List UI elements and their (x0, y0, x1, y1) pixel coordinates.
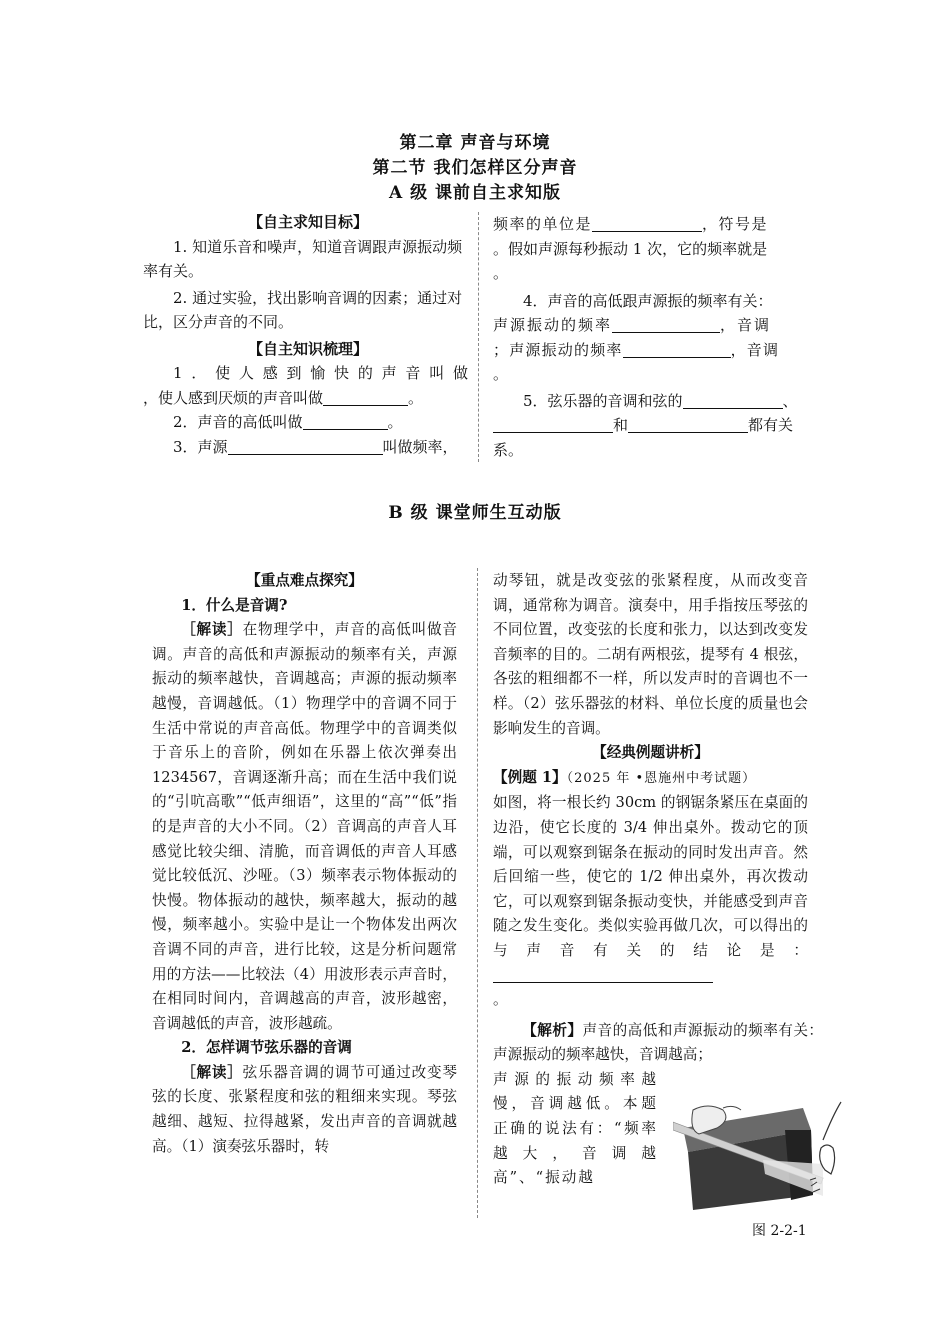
chapter-title: 第二章 声音与环境 (399, 133, 551, 153)
example-1-source: （2025 年 •恩施州中考试题） (566, 770, 757, 786)
analysis-text-1: 声音的高低和声源振动的频率有关：声源振动的频率越快，音调越高； (493, 1021, 823, 1064)
goal-1: 1. 知道乐音和噪声，知道音调跟声源振动频率有关。 (143, 237, 463, 280)
section-title: 第二节 我们怎样区分声音 (372, 158, 578, 178)
review-item-4-l2-end: ，音调 (730, 340, 780, 359)
key-points-heading: 【重点难点探究】 (246, 572, 363, 589)
blank-freq-low[interactable] (623, 340, 731, 358)
goals-heading: 【自主求知目标】 (247, 213, 368, 231)
column-divider-b (477, 568, 478, 1218)
blank-string-3[interactable] (628, 415, 748, 433)
freq-unit-line (493, 212, 808, 237)
column-a-right (493, 212, 808, 462)
blank-frequency-def[interactable] (228, 437, 383, 455)
review-item-4: 4．声音的高低跟声源振的频率有关： (523, 291, 773, 310)
review-item-2-end: 。 (387, 413, 403, 431)
freq-unit-text: 频率的单位是 (493, 215, 593, 233)
example-1-end: 。 (493, 991, 508, 1009)
answer-1 (152, 618, 457, 1036)
example-1-text: 如图，将一根长约 30cm 的钢锯条紧压在桌面的边沿，使它长度的 3/4 伸出桌外。拨动它的顶端，可以观察到锯条在振动的同时发出声音。然后回缩一些，使它的 1/2 伸出桌外，再次拨动它，可以观察到锯条振动变快，并能感受到声音随之发生变化。类似实验再做几次，可以得出的与声音有关的结论是： (493, 794, 808, 959)
blank-example-answer[interactable] (493, 965, 713, 983)
review-item-2 (143, 410, 473, 435)
figure-caption: 图 2-2-1 (752, 1223, 807, 1239)
freq-example-line: 。假如声源每秒振动 1 次，它的频率就是 (493, 239, 768, 258)
answer-2-text: 弦乐器音调的调节可通过改变琴弦的长度、张紧程度和弦的粗细来实现。琴弦越细、越短、拉得越紧，发出声音的音调就越高。（1）演奏弦乐器时，转 (152, 1063, 457, 1155)
review-item-4-l1-text: 声源振动的频率 (493, 316, 613, 334)
jiedu-label-1: ［解读］ (181, 621, 243, 639)
review-item-1b-text: ，使人感到厌烦的声音叫做 (143, 388, 324, 407)
review-item-3-text: 3．声源 (173, 437, 228, 456)
review-item-4-line1 (493, 313, 808, 338)
review-item-3 (143, 435, 473, 460)
answer-2-continued: 动琴钮，就是改变弦的张紧程度，从而改变音调，通常称为调音。演奏中，用手指按压琴弦的不同位置，改变弦的长度和张力，以达到改变发音频率的目的。二胡有两根弦，提琴有 4 根弦，各弦的粗细都不一样，所以发声时的音调也不一样。（2）弦乐器弦的材料、单位长度的质量也会影响发生的音调。 (493, 572, 808, 737)
freq-example-end: 。 (493, 264, 509, 282)
review-item-4-end: 。 (493, 365, 509, 383)
column-b-left (152, 569, 457, 1159)
analysis-1 (493, 1019, 823, 1068)
analysis-2: 声源的振动频率越慢，音调越低。本题正确的说法有：“频率越大，音调越高”、“振动越 (493, 1070, 658, 1187)
answer-1-text: 在物理学中，声音的高低叫做音调。声音的高低和声源振动的频率有关，声源振动的频率越快，音调越高；声源的振动频率越慢，音调越低。（1）物理学中的音调不同于生活中常说的声音高低。物理学中的音调类似于音乐上的音阶，例如在乐器上依次弹奏出 1234567，音调逐渐升高；而在生活中我们说的“引吭高歌”“低声细语”，这里的“高”“低”指的是声音的大小不同。（2）音调高的声音人耳感觉比较尖细、清脆，而音调低的声音人耳感觉比较低沉、沙哑。（3）频率表示物体振动的快慢。物体振动的越快，频率越大，振动的越慢，频率越小。实验中是让一个物体发出两次音调不同的声音，进行比较，这是分析问题常用的方法——比较法（4）用波形表示声音时，在相同时间内，音调越高的声音，波形越密，音调越低的声音，波形越疏。 (152, 621, 457, 1032)
blank-freq-high[interactable] (612, 315, 720, 333)
review-item-3-end: 叫做频率， (382, 437, 458, 456)
review-item-5-text: 5．弦乐器的音调和弦的 (523, 391, 683, 410)
example-1-label: 【例题 1】 (493, 768, 567, 786)
freq-symbol-text: ，符号是 (702, 215, 769, 233)
review-item-1b (143, 386, 473, 411)
review-item-5-line2 (493, 413, 808, 438)
column-divider-a (478, 212, 479, 462)
blank-string-2[interactable] (493, 415, 613, 433)
question-2: 2．怎样调节弦乐器的音调 (181, 1039, 352, 1057)
review-item-1a: 1．使人感到愉快的声音叫做 (173, 364, 473, 382)
review-item-4-l1-end: ，音调 (720, 316, 772, 334)
example-1-question (493, 791, 808, 988)
review-item-1c: 。 (408, 388, 424, 407)
review-item-5-and: 和 (613, 416, 629, 434)
example-1-header (493, 766, 808, 792)
jiedu-label-2: ［解读］ (181, 1063, 243, 1081)
review-item-5-rel: 都有关 (748, 416, 794, 434)
review-item-5 (493, 389, 808, 414)
column-a-left (143, 210, 473, 459)
saw-blade-experiment-figure (673, 1100, 843, 1215)
question-1: 1．什么是音调? (181, 596, 288, 614)
answer-2 (152, 1061, 457, 1159)
blank-noise[interactable] (323, 388, 408, 406)
blank-freq-unit[interactable] (592, 214, 702, 232)
review-item-4-line2 (493, 338, 808, 363)
level-a-title: A 级 课前自主求知版 (388, 183, 562, 203)
blank-string-1[interactable] (683, 391, 783, 409)
examples-heading: 【经典例题讲析】 (592, 744, 709, 762)
blank-pitch[interactable] (303, 412, 388, 430)
review-item-5-end: 系。 (493, 440, 524, 459)
review-item-2-text: 2．声音的高低叫做 (173, 413, 303, 431)
review-heading: 【自主知识梳理】 (247, 339, 368, 358)
goal-2: 2. 通过实验，找出影响音调的因素；通过对比，区分声音的不同。 (143, 288, 463, 331)
review-item-4-l2-text: ；声源振动的频率 (493, 340, 623, 359)
review-item-5-sep: 、 (782, 391, 798, 410)
analysis-label: 【解析】 (522, 1021, 583, 1039)
column-b-right (493, 569, 823, 1191)
level-b-title: B 级 课堂师生互动版 (388, 503, 562, 523)
